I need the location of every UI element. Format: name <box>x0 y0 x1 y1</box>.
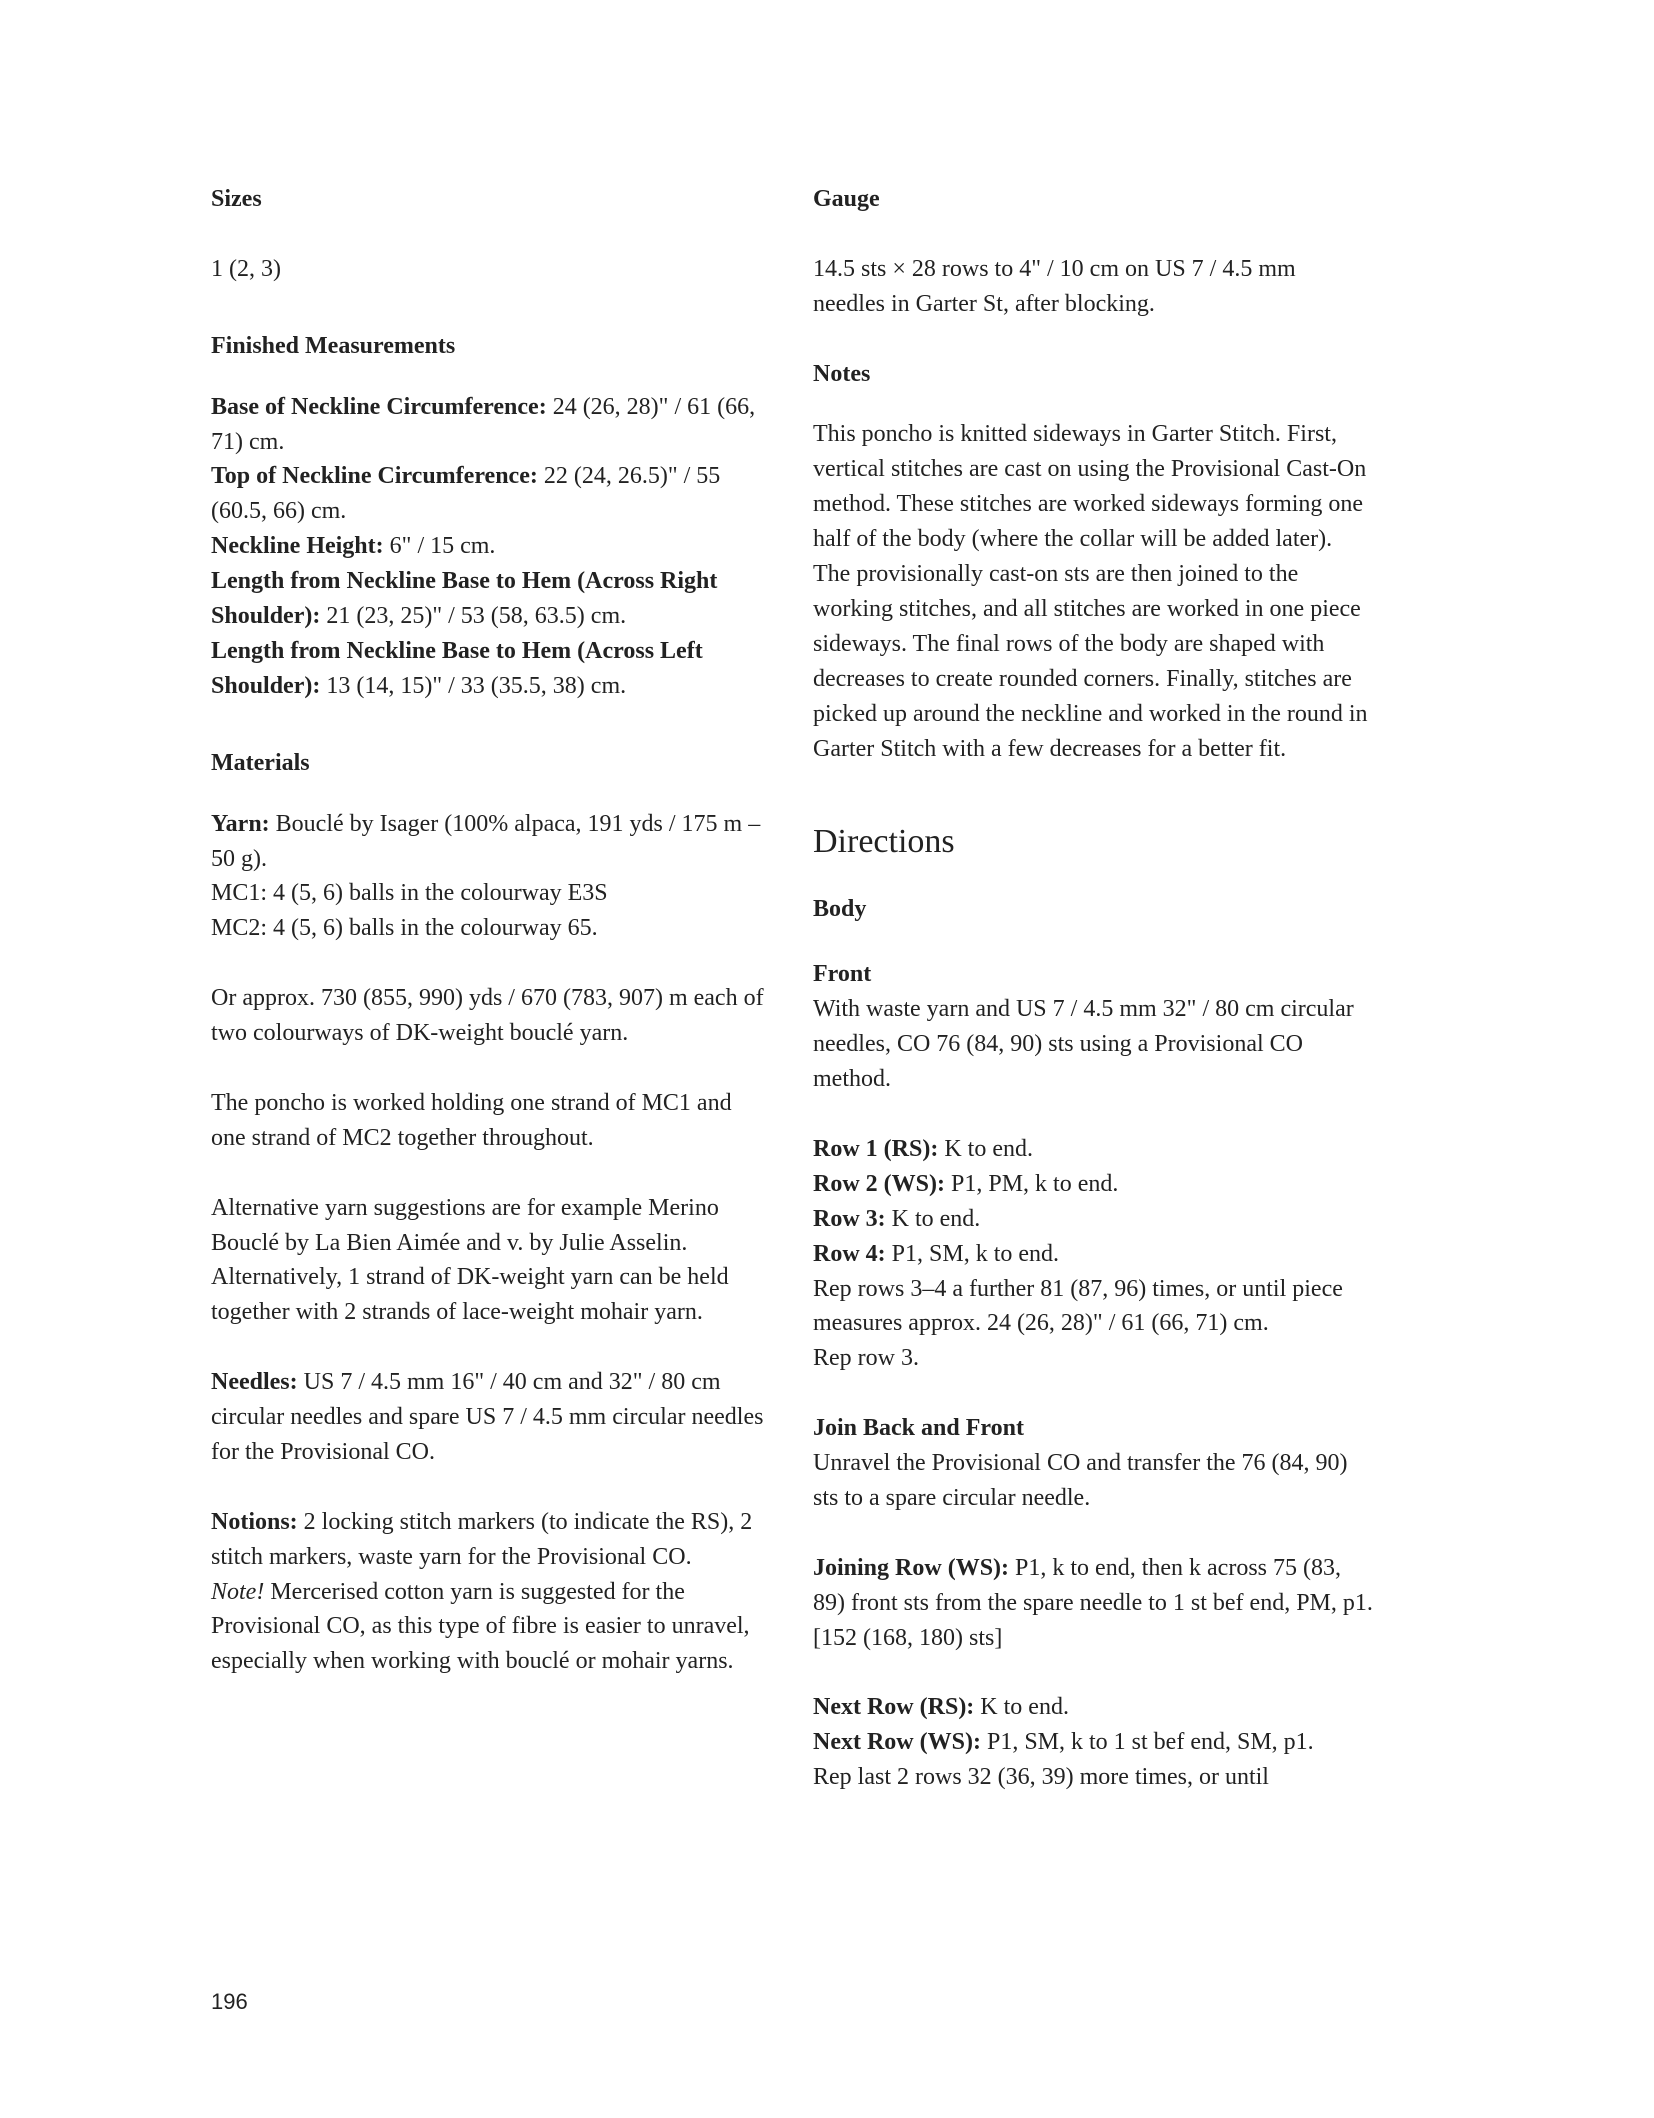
materials-heading: Materials <box>211 749 310 776</box>
finished-measurements-heading: Finished Measurements <box>211 332 456 359</box>
directions-heading: Directions <box>813 823 955 861</box>
gauge-text: 14.5 sts × 28 rows to 4" / 10 cm on US 7 / 4.5 mm needles in Garter St, after blocking. <box>813 255 1296 317</box>
next-row-rs: Next Row (RS): K to end. <box>813 1694 1069 1721</box>
holding-text: The poncho is worked holding one strand of MC1 and one strand of MC2 together throughout. <box>211 1089 732 1151</box>
rep-last-text: Rep last 2 rows 32 (36, 39) more times, or until <box>813 1764 1269 1791</box>
gauge-heading: Gauge <box>813 186 880 212</box>
body-heading: Body <box>813 896 867 923</box>
front-heading: Front <box>813 961 872 988</box>
row-4: Row 4: P1, SM, k to end. <box>813 1240 1060 1267</box>
notes-heading: Notes <box>813 360 871 387</box>
page-number: 196 <box>211 1989 248 2014</box>
right-column <box>813 182 1373 1795</box>
sizes-heading: Sizes <box>211 186 262 212</box>
row-1: Row 1 (RS): K to end. <box>813 1135 1033 1162</box>
left-column <box>211 182 771 1679</box>
notes-text: This poncho is knitted sideways in Garter Stitch. First, vertical stitches are cast on using the Provisional Cast-On method. These stitches are worked sideways forming one half of the body (where the collar will be added later). The provisionally cast-on sts are then joined to the working stitches, and all stitches are worked in one piece sideways. The final rows of the body are shaped with decreases to create rounded corners. Finally, stitches are picked up around the neckline and worked in the round in Garter Stitch with a few decreases for a better fit. <box>813 421 1368 762</box>
alternative-text: Alternative yarn suggestions are for example Merino Bouclé by La Bien Aimée and v. by Julie Asselin. Alternatively, 1 strand of DK-weight yarn can be held together with 2 strands of lace-weight mohair yarn. <box>211 1194 729 1326</box>
note-text: Note! Mercerised cotton yarn is suggested for the Provisional CO, as this type of fibre is easier to unravel, especially when working with bouclé or mohair yarns. <box>211 1578 750 1675</box>
measurement-base-neckline: Base of Neckline Circumference: 24 (26, 28)" / 61 (66, 71) cm. <box>211 393 756 455</box>
yarn-text: Yarn: Bouclé by Isager (100% alpaca, 191 yds / 175 m – 50 g). <box>211 810 761 872</box>
row-2: Row 2 (WS): P1, PM, k to end. <box>813 1170 1119 1197</box>
approx-text: Or approx. 730 (855, 990) yds / 670 (783, 907) m each of two colourways of DK-weight bouclé yarn. <box>211 985 764 1047</box>
rep-row3-text: Rep row 3. <box>813 1345 919 1372</box>
next-row-ws: Next Row (WS): P1, SM, k to 1 st bef end, SM, p1. <box>813 1729 1314 1756</box>
measurement-neckline-height: Neckline Height: 6" / 15 cm. <box>211 533 496 560</box>
join-heading: Join Back and Front <box>813 1415 1024 1442</box>
front-text: With waste yarn and US 7 / 4.5 mm 32" / 80 cm circular needles, CO 76 (84, 90) sts using a Provisional CO method. <box>813 996 1354 1093</box>
needles-text: Needles: US 7 / 4.5 mm 16" / 40 cm and 32" / 80 cm circular needles and spare US 7 / 4.5 mm circular needles for the Provisional CO. <box>211 1369 764 1465</box>
measurement-left-shoulder: Length from Neckline Base to Hem (Across Left Shoulder): 13 (14, 15)" / 33 (35.5, 38) cm. <box>211 637 703 699</box>
mc2-text: MC2: 4 (5, 6) balls in the colourway 65. <box>211 915 598 942</box>
join-text: Unravel the Provisional CO and transfer the 76 (84, 90) sts to a spare circular needle. <box>813 1450 1348 1511</box>
sizes-value: 1 (2, 3) <box>211 255 281 282</box>
measurement-top-neckline: Top of Neckline Circumference: 22 (24, 26.5)" / 55 (60.5, 66) cm. <box>211 463 721 525</box>
measurement-right-shoulder: Length from Neckline Base to Hem (Across Right Shoulder): 21 (23, 25)" / 53 (58, 63.5) cm. <box>211 568 718 630</box>
notions-text: Notions: 2 locking stitch markers (to indicate the RS), 2 stitch markers, waste yarn for the Provisional CO. <box>211 1508 753 1570</box>
row-3: Row 3: K to end. <box>813 1205 981 1232</box>
joining-row-text: Joining Row (WS): P1, k to end, then k across 75 (83, 89) front sts from the spare needle to 1 st bef end, PM, p1. [152 (168, 180) sts] <box>813 1554 1373 1651</box>
rep-rows-text: Rep rows 3–4 a further 81 (87, 96) times, or until piece measures approx. 24 (26, 28)" / 61 (66, 71) cm. <box>813 1275 1343 1337</box>
mc1-text: MC1: 4 (5, 6) balls in the colourway E3S <box>211 880 608 907</box>
